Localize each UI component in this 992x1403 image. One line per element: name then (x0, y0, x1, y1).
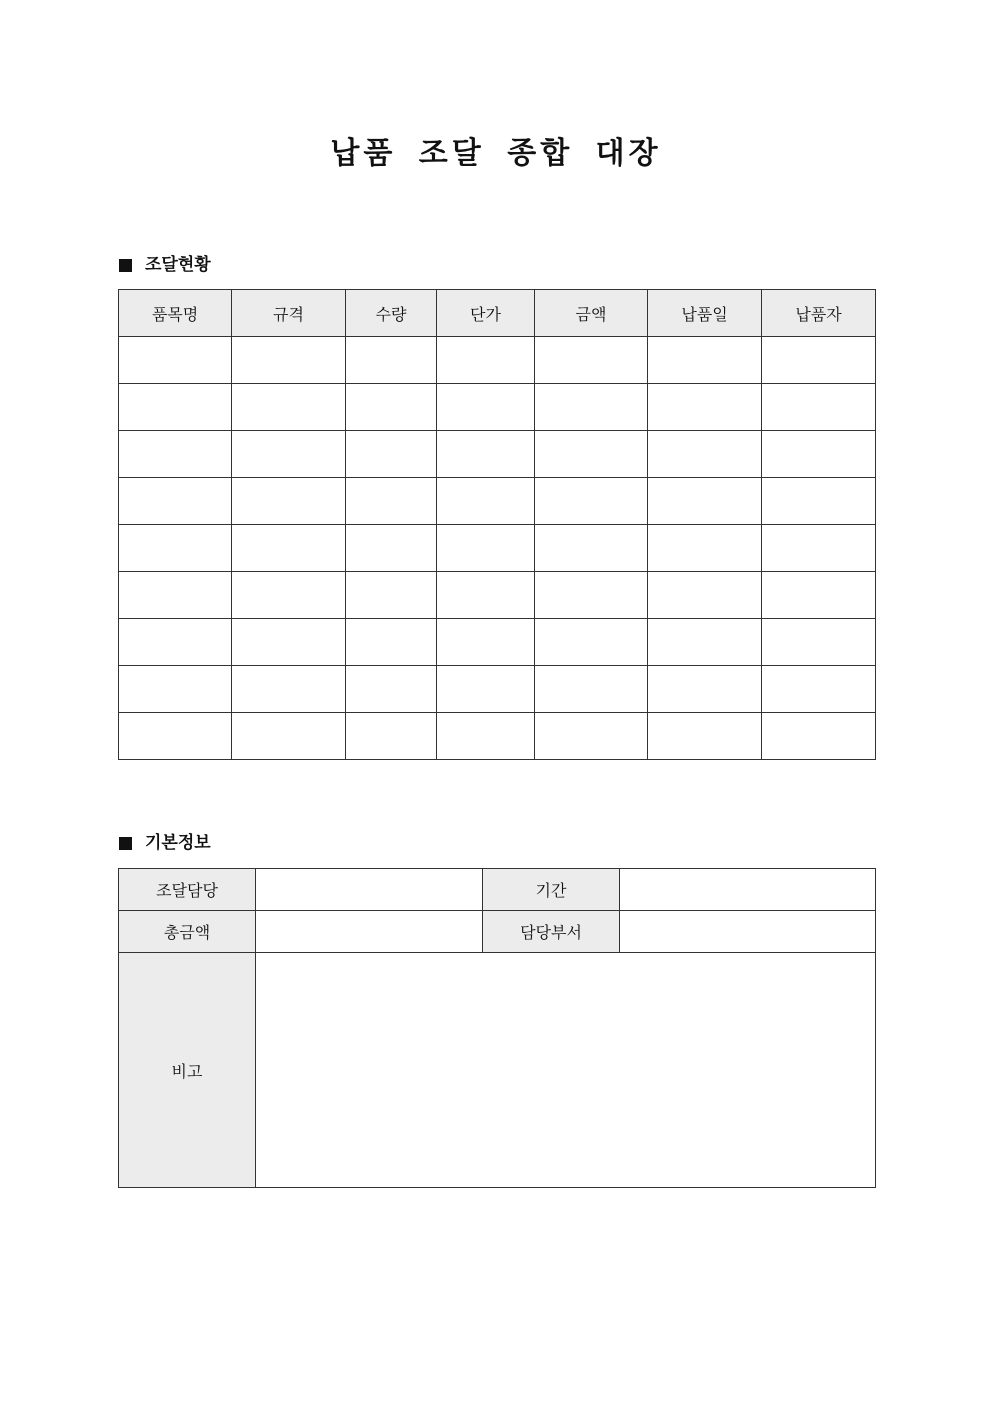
table-cell[interactable] (762, 572, 876, 619)
table-cell[interactable] (119, 572, 232, 619)
table-cell[interactable] (437, 384, 535, 431)
table-cell[interactable] (119, 478, 232, 525)
table-cell[interactable] (119, 431, 232, 478)
table-cell[interactable] (437, 619, 535, 666)
table-cell[interactable] (648, 337, 762, 384)
table-cell[interactable] (232, 572, 346, 619)
table-cell[interactable] (119, 384, 232, 431)
table-cell[interactable] (346, 337, 437, 384)
table-cell[interactable] (648, 525, 762, 572)
table-cell[interactable] (535, 337, 648, 384)
table-row (119, 478, 876, 525)
table-cell[interactable] (232, 337, 346, 384)
info-row (119, 869, 876, 911)
table-cell[interactable] (346, 431, 437, 478)
table-row (119, 713, 876, 760)
document-title: 납품 조달 종합 대장 (330, 136, 662, 171)
table-cell[interactable] (232, 525, 346, 572)
table-cell[interactable] (119, 525, 232, 572)
table-cell[interactable] (232, 666, 346, 713)
table-cell[interactable] (346, 666, 437, 713)
value-department[interactable] (620, 911, 876, 953)
table-cell[interactable] (232, 384, 346, 431)
column-header-amount: 금액 (535, 290, 648, 337)
table-row (119, 619, 876, 666)
info-row-remarks (119, 953, 876, 1188)
table-cell[interactable] (535, 478, 648, 525)
label-procurement-manager: 조달담당 (119, 869, 256, 911)
table-row (119, 384, 876, 431)
table-cell[interactable] (762, 478, 876, 525)
table-row (119, 337, 876, 384)
table-cell[interactable] (119, 713, 232, 760)
table-cell[interactable] (437, 525, 535, 572)
basic-info-table (118, 868, 876, 1188)
table-cell[interactable] (437, 337, 535, 384)
square-bullet-icon (119, 837, 132, 850)
table-cell[interactable] (437, 431, 535, 478)
table-cell[interactable] (232, 619, 346, 666)
table-cell[interactable] (535, 384, 648, 431)
table-cell[interactable] (119, 337, 232, 384)
table-cell[interactable] (648, 431, 762, 478)
value-remarks[interactable] (256, 953, 876, 1188)
table-cell[interactable] (648, 478, 762, 525)
table-cell[interactable] (762, 619, 876, 666)
table-cell[interactable] (762, 384, 876, 431)
table-cell[interactable] (648, 384, 762, 431)
value-period[interactable] (620, 869, 876, 911)
table-cell[interactable] (535, 525, 648, 572)
table-cell[interactable] (762, 431, 876, 478)
value-total-amount[interactable] (256, 911, 483, 953)
table-cell[interactable] (535, 431, 648, 478)
column-header-item-name: 품목명 (119, 290, 232, 337)
table-cell[interactable] (762, 666, 876, 713)
table-cell[interactable] (648, 619, 762, 666)
column-header-unit-price: 단가 (437, 290, 535, 337)
table-cell[interactable] (346, 619, 437, 666)
table-cell[interactable] (232, 478, 346, 525)
procurement-status-table (118, 289, 876, 760)
table-row (119, 431, 876, 478)
label-department: 담당부서 (483, 911, 620, 953)
label-remarks: 비고 (119, 953, 256, 1188)
table-cell[interactable] (119, 619, 232, 666)
table-cell[interactable] (762, 713, 876, 760)
table-cell[interactable] (346, 478, 437, 525)
column-header-spec: 규격 (232, 290, 346, 337)
table-cell[interactable] (762, 337, 876, 384)
table-row (119, 525, 876, 572)
table-cell[interactable] (437, 713, 535, 760)
section-heading-info (119, 832, 211, 854)
column-header-supplier: 납품자 (762, 290, 876, 337)
table-cell[interactable] (437, 572, 535, 619)
table-header-row (119, 290, 876, 337)
table-cell[interactable] (762, 525, 876, 572)
table-cell[interactable] (648, 666, 762, 713)
table-cell[interactable] (535, 619, 648, 666)
table-cell[interactable] (232, 431, 346, 478)
section-heading-status (119, 254, 211, 276)
table-cell[interactable] (535, 666, 648, 713)
table-cell[interactable] (346, 384, 437, 431)
table-cell[interactable] (346, 525, 437, 572)
table-cell[interactable] (346, 572, 437, 619)
table-cell[interactable] (437, 478, 535, 525)
section-heading-status-text: 조달현황 (145, 255, 211, 275)
square-bullet-icon (119, 259, 132, 272)
column-header-delivery-date: 납품일 (648, 290, 762, 337)
info-row (119, 911, 876, 953)
table-cell[interactable] (119, 666, 232, 713)
value-procurement-manager[interactable] (256, 869, 483, 911)
table-row (119, 666, 876, 713)
table-cell[interactable] (346, 713, 437, 760)
table-cell[interactable] (648, 572, 762, 619)
column-header-quantity: 수량 (346, 290, 437, 337)
table-cell[interactable] (535, 572, 648, 619)
table-cell[interactable] (232, 713, 346, 760)
table-cell[interactable] (535, 713, 648, 760)
label-period: 기간 (483, 869, 620, 911)
label-total-amount: 총금액 (119, 911, 256, 953)
table-cell[interactable] (648, 713, 762, 760)
section-heading-info-text: 기본정보 (145, 833, 211, 853)
table-cell[interactable] (437, 666, 535, 713)
table-row (119, 572, 876, 619)
